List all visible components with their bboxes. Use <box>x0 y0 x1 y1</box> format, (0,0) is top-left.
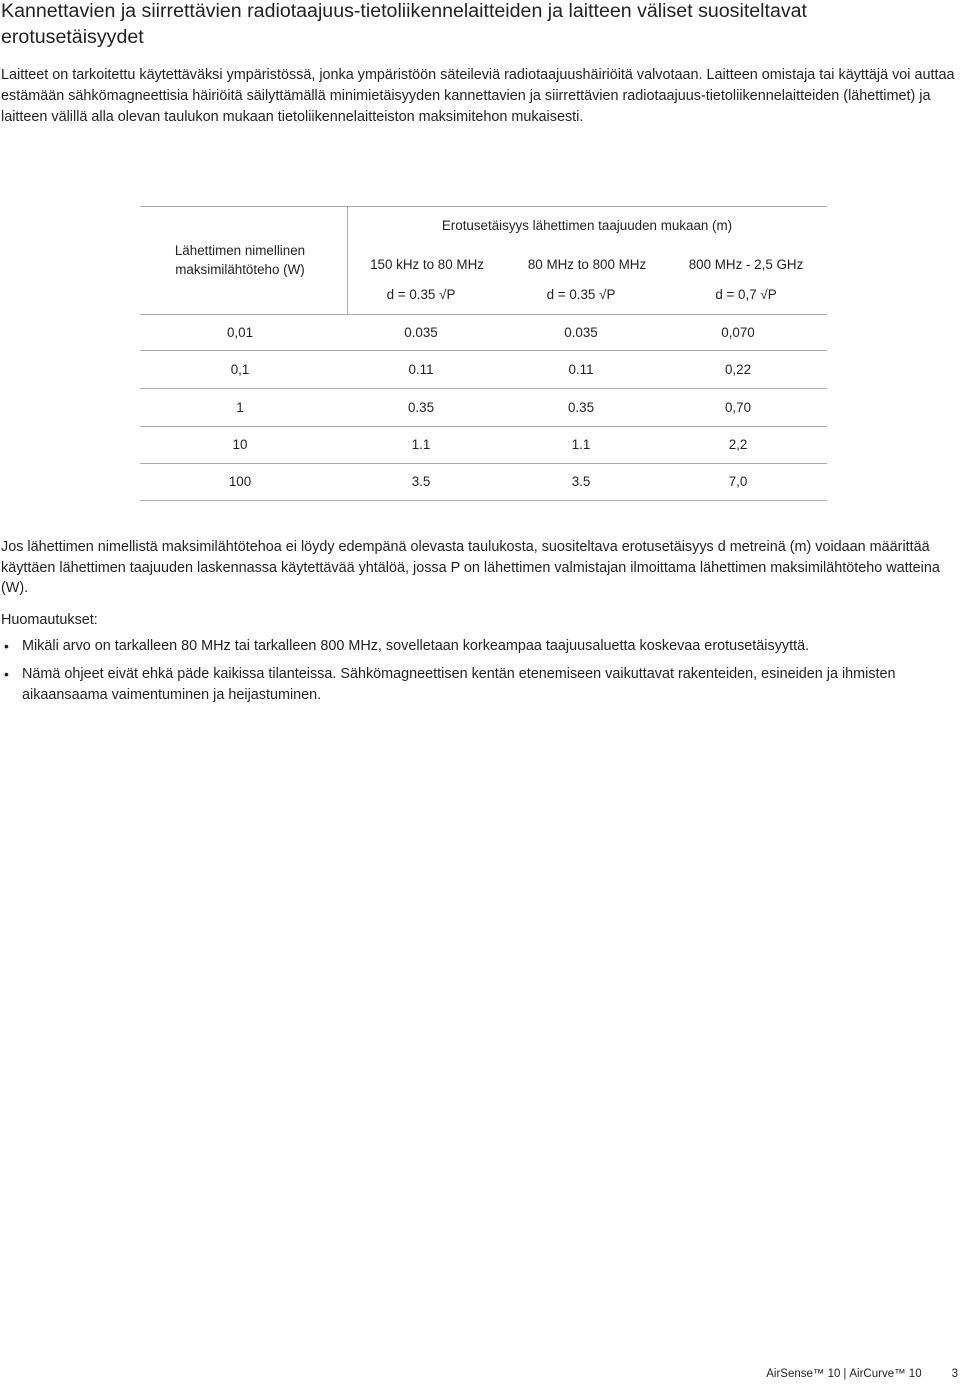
table-cell-distance: 0.035 <box>564 325 598 340</box>
table-cell-distance: 0,22 <box>724 362 752 377</box>
table-cell-distance: 0,70 <box>724 400 752 415</box>
separation-distance-table <box>0 0 960 520</box>
table-column-divider <box>347 207 348 315</box>
footer-product-aircurve: AirCurve™ 10 <box>849 1368 922 1380</box>
notes-heading: Huomautukset: <box>1 612 98 628</box>
table-row-rule <box>140 426 827 427</box>
table-cell-distance: 1.1 <box>571 437 591 452</box>
list-item <box>0 636 958 657</box>
table-cell-distance: 3.5 <box>571 474 591 489</box>
table-row-rule <box>140 388 827 389</box>
list-item <box>0 664 958 706</box>
table-cell-distance: 0.35 <box>567 400 595 415</box>
table-bottom-rule <box>140 500 827 501</box>
group-header-distance: Erotusetäisyys lähettimen taajuuden mukaan (m) <box>441 218 733 233</box>
table-cell-distance: 0.035 <box>404 325 438 340</box>
column-band-2: 80 MHz to 800 MHz <box>527 257 647 272</box>
table-row-rule <box>140 350 827 351</box>
table-cell-power: 0,1 <box>230 362 250 377</box>
column-formula-2: d = 0.35 √P <box>546 287 616 302</box>
table-cell-distance: 0.35 <box>407 400 435 415</box>
notes-list <box>0 636 960 713</box>
table-row-rule <box>140 463 827 464</box>
table-top-rule <box>140 206 827 207</box>
table-cell-distance: 2,2 <box>728 437 748 452</box>
table-cell-power: 0,01 <box>226 325 254 340</box>
note-paragraph: Jos lähettimen nimellistä maksimilähtötehoa ei löydy edempänä olevasta taulukosta, suositeltava erotusetäisyys d metreinä (m) voidaan määrittää käyttäen lähettimen taajuuden laskennassa käytettävää yhtälöä, jossa P on lähettimen valmistajan ilmoittama lähettimen maksimilähtöteho watteina (W). <box>1 539 940 596</box>
column-formula-1: d = 0.35 √P <box>386 287 456 302</box>
table-cell-distance: 0.11 <box>568 362 594 377</box>
page-title: Kannettavien ja siirrettävien radiotaajuus-tietoliikennelaitteiden ja laitteen väliset suositeltavat erotusetäisyydet <box>1 0 807 48</box>
page-number: 3 <box>951 1368 958 1380</box>
footer-separator: | <box>843 1368 847 1380</box>
table-cell-power: 100 <box>228 474 252 489</box>
list-item-text: Nämä ohjeet eivät ehkä päde kaikissa tilanteissa. Sähkömagneettisen kentän etenemiseen vaikuttavat rakenteiden, esineiden ja ihmisten aikaansaama vaimentuminen ja heijastuminen. <box>22 666 896 703</box>
table-cell-distance: 0.11 <box>408 362 434 377</box>
table-cell-distance: 3.5 <box>411 474 431 489</box>
table-cell-distance: 0,070 <box>721 325 755 340</box>
intro-paragraph: Laitteet on tarkoitettu käytettäväksi ympäristössä, jonka ympäristöön säteileviä radiotaajuushäiriöitä valvotaan. Laitteen omistaja tai käyttäjä voi auttaa estämään sähkömagneettisia häiriöitä säilyttämällä minimietäisyyden kannettavien ja siirrettävien radiotaajuus-tietoliikennelaitteiden (lähettimet) ja laitteen välillä alla olevan taulukon mukaan tietoliikennelaitteiston maksimitehon mukaisesti. <box>1 67 955 125</box>
column-formula-3: d = 0,7 √P <box>715 287 777 302</box>
bullet-icon: • <box>4 638 9 654</box>
column-band-3: 800 MHz - 2,5 GHz <box>688 257 804 272</box>
table-cell-distance: 1.1 <box>411 437 431 452</box>
page-footer <box>766 1367 958 1381</box>
footer-product-airsense: AirSense™ 10 <box>766 1368 841 1380</box>
table-header-rule <box>140 314 827 315</box>
column-band-1: 150 kHz to 80 MHz <box>370 257 484 272</box>
bullet-icon: • <box>4 666 9 682</box>
row-header-power: Lähettimen nimellinen maksimilähtöteho (W) <box>174 243 306 277</box>
table-cell-power: 1 <box>236 400 244 415</box>
table-cell-distance: 7,0 <box>728 474 748 489</box>
table-cell-power: 10 <box>232 437 248 452</box>
list-item-text: Mikäli arvo on tarkalleen 80 MHz tai tarkalleen 800 MHz, sovelletaan korkeampaa taajuusaluetta koskevaa erotusetäisyyttä. <box>22 638 810 654</box>
